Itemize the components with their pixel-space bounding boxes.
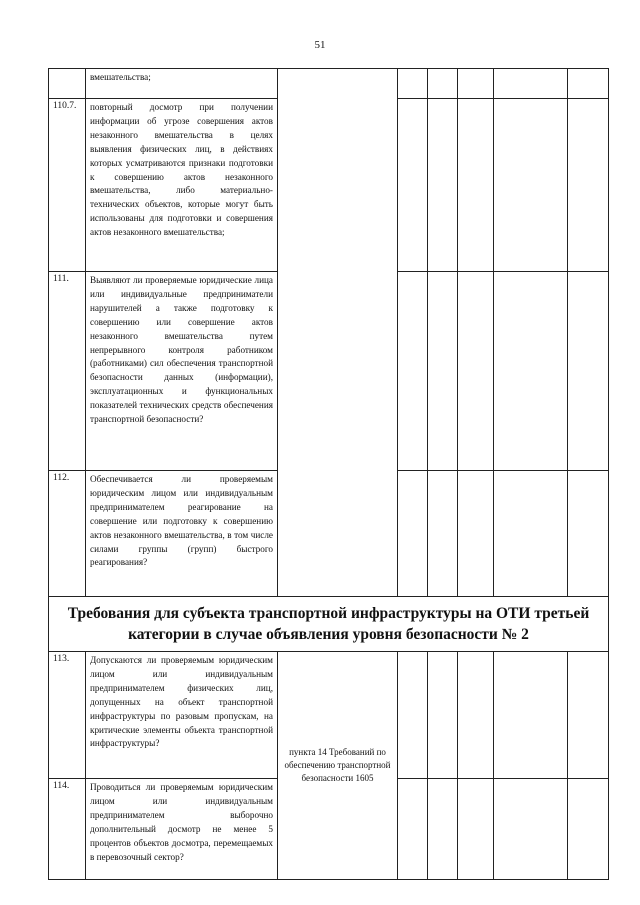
comment-cell [494, 69, 568, 99]
answer-na-cell [458, 779, 494, 880]
answer-na-cell [458, 471, 494, 597]
answer-yes-cell [398, 69, 428, 99]
table-row [49, 652, 609, 779]
row-number: 112. [49, 471, 86, 597]
answer-na-cell [458, 99, 494, 272]
checklist-table [48, 68, 609, 880]
legal-reference-cell [278, 652, 398, 880]
extra-cell [568, 471, 609, 597]
section-header-row [49, 597, 609, 652]
answer-no-cell [428, 471, 458, 597]
answer-no-cell [428, 272, 458, 471]
question-text: повторный досмотр при получении информации об угрозе совершения актов незаконного вмешательства в целях выявления физических лиц, в действиях которых усматриваются признаки подготовки к совершению актов незаконного вмешательства, либо материально-технических объектов, которые могут быть использованы для подготовки и совершения актов незаконного вмешательства; [86, 99, 278, 272]
answer-yes-cell [398, 652, 428, 779]
row-number: 111. [49, 272, 86, 471]
question-text: Выявляют ли проверяемые юридические лица или индивидуальные предприниматели нарушителей а также подготовку к совершению или совершение актов незаконного вмешательства путем непрерывного контроля работником (работниками) сил обеспечения транспортной безопасности данных (информации), эксплуатационных и функциональных показателей технических средств обеспечения транспортной безопасности? [86, 272, 278, 471]
question-text: Проводиться ли проверяемым юридическим лицом или индивидуальным предпринимателем выборочно дополнительный досмотр не менее 5 процентов объектов досмотра, перемещаемых в перевозочный сектор? [86, 779, 278, 880]
row-number: 110.7. [49, 99, 86, 272]
extra-cell [568, 779, 609, 880]
legal-reference-text: пункта 14 Требований по обеспечению транспортной безопасности 1605 [284, 747, 391, 783]
question-text: вмешательства; [86, 69, 278, 99]
row-number [49, 69, 86, 99]
answer-no-cell [428, 69, 458, 99]
answer-yes-cell [398, 99, 428, 272]
answer-yes-cell [398, 471, 428, 597]
comment-cell [494, 471, 568, 597]
comment-cell [494, 99, 568, 272]
comment-cell [494, 652, 568, 779]
question-text: Обеспечивается ли проверяемым юридическим лицом или индивидуальным предпринимателем реагирование на совершение или подготовку к совершению актов незаконного вмешательства, в том числе силами группы (групп) быстрого реагирования? [86, 471, 278, 597]
answer-no-cell [428, 99, 458, 272]
answer-no-cell [428, 652, 458, 779]
answer-na-cell [458, 272, 494, 471]
answer-yes-cell [398, 272, 428, 471]
legal-reference-cell [278, 69, 398, 597]
answer-na-cell [458, 652, 494, 779]
extra-cell [568, 99, 609, 272]
comment-cell [494, 779, 568, 880]
question-text: Допускаются ли проверяемым юридическим лицом или индивидуальным предпринимателем физических лиц, допущенных на объект транспортной инфраструктуры по разовым пропускам, на критические элементы объекта транспортной инфраструктуры? [86, 652, 278, 779]
extra-cell [568, 272, 609, 471]
row-number: 113. [49, 652, 86, 779]
comment-cell [494, 272, 568, 471]
extra-cell [568, 652, 609, 779]
section-title: Требования для субъекта транспортной инфраструктуры на ОТИ третьей категории в случае объявления уровня безопасности № 2 [49, 597, 609, 652]
row-number: 114. [49, 779, 86, 880]
extra-cell [568, 69, 609, 99]
page-number: 51 [314, 39, 326, 51]
answer-na-cell [458, 69, 494, 99]
answer-yes-cell [398, 779, 428, 880]
answer-no-cell [428, 779, 458, 880]
table-row [49, 69, 609, 99]
